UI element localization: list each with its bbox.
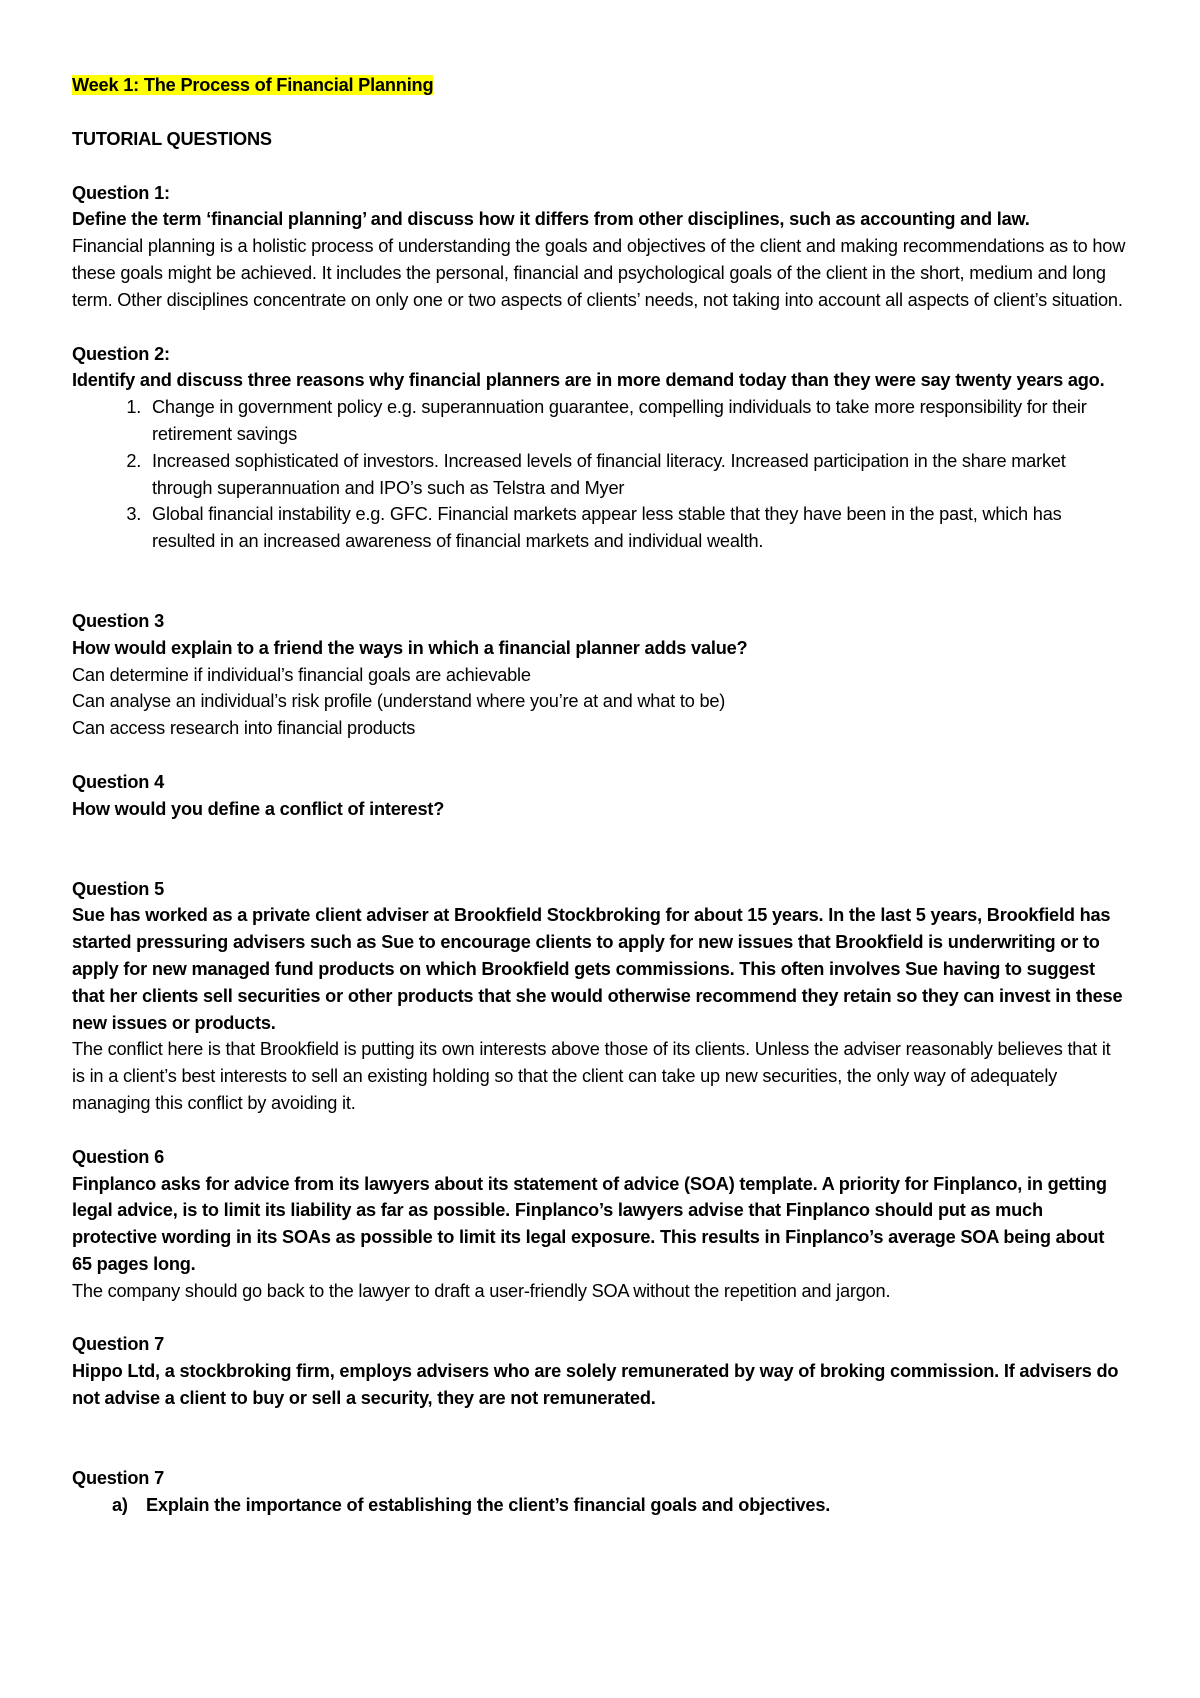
question-1-text: Define the term ‘financial planning’ and discuss how it differs from other disciplines, such as accounting and law. xyxy=(72,209,1030,230)
question-5-answer: The conflict here is that Brookfield is putting its own interests above those of its clients. Unless the adviser reasonably believes that it is in a client’s best interests to sell an existing holding so that the client can take up new securities, the only way of adequately managing this conflict by avoiding it. xyxy=(72,1039,1111,1113)
question-7-label: Question 7 xyxy=(72,1334,164,1355)
question-3-answer-line: Can analyse an individual’s risk profile (understand where you’re at and what to be) xyxy=(72,691,726,712)
question-7b-list xyxy=(72,1492,1128,1519)
list-item xyxy=(72,1492,1128,1519)
question-6-answer: The company should go back to the lawyer to draft a user-friendly SOA without the repetition and jargon. xyxy=(72,1280,891,1301)
question-2-text: Identify and discuss three reasons why financial planners are in more demand today than they were say twenty years ago. xyxy=(72,370,1105,391)
question-5-text: Sue has worked as a private client adviser at Brookfield Stockbroking for about 15 years. In the last 5 years, Brookfield has started pressuring advisers such as Sue to encourage clients to apply for new issues that Brookfield is underwriting or to apply for new managed fund products on which Brookfield gets commissions. This often involves Sue having to suggest that her clients sell securities or other products that she would otherwise recommend they retain so they can invest in these new issues or products. xyxy=(72,905,1123,1033)
question-6-text: Finplanco asks for advice from its lawyers about its statement of advice (SOA) template. A priority for Finplanco, in getting legal advice, is to limit its liability as far as possible. Finplanco’s lawyers advise that Finplanco should put as much protective wording in its SOAs as possible to limit its legal exposure. This results in Finplanco’s average SOA being about 65 pages long. xyxy=(72,1173,1107,1274)
question-3-label: Question 3 xyxy=(72,610,164,631)
question-2-answer-list xyxy=(72,394,1128,555)
question-1-answer: Financial planning is a holistic process of understanding the goals and objectives of the client and making recommendations as to how these goals might be achieved. It includes the personal, financial and psychological goals of the client in the short, medium and long term. Other disciplines concentrate on only one or two aspects of clients’ needs, not taking into account all aspects of client’s situation. xyxy=(72,236,1126,310)
question-3-answer-line: Can determine if individual’s financial goals are achievable xyxy=(72,664,531,685)
question-4-text: How would you define a conflict of interest? xyxy=(72,798,445,819)
question-2-label: Question 2: xyxy=(72,343,170,364)
question-7b-label: Question 7 xyxy=(72,1467,164,1488)
question-4-label: Question 4 xyxy=(72,771,164,792)
question-7-text: Hippo Ltd, a stockbroking firm, employs advisers who are solely remunerated by way of broking commission. If advisers do not advise a client to buy or sell a security, they are not remunerated. xyxy=(72,1361,1119,1409)
question-5-label: Question 5 xyxy=(72,878,164,899)
document-title-line xyxy=(72,72,1128,99)
list-item: 3. Global financial instability e.g. GFC. Financial markets appear less stable that they have been in the past, which has resulted in an increased awareness of financial markets and individual wealth. xyxy=(146,501,1128,555)
question-6-label: Question 6 xyxy=(72,1146,164,1167)
question-3-answer-line: Can access research into financial products xyxy=(72,718,416,739)
list-marker: a) xyxy=(112,1494,128,1515)
section-heading: TUTORIAL QUESTIONS xyxy=(72,128,272,149)
list-item: 1. Change in government policy e.g. superannuation guarantee, compelling individuals to take more responsibility for their retirement savings xyxy=(146,394,1128,448)
question-3-text: How would explain to a friend the ways in which a financial planner adds value? xyxy=(72,637,748,658)
document-title: Week 1: The Process of Financial Planning xyxy=(72,75,434,95)
list-item-text: Explain the importance of establishing the client’s financial goals and objectives. xyxy=(146,1494,831,1515)
question-1-label: Question 1: xyxy=(72,182,170,203)
list-item: 2. Increased sophisticated of investors. Increased levels of financial literacy. Increased participation in the share market through superannuation and IPO’s such as Telstra and Myer xyxy=(146,448,1128,502)
